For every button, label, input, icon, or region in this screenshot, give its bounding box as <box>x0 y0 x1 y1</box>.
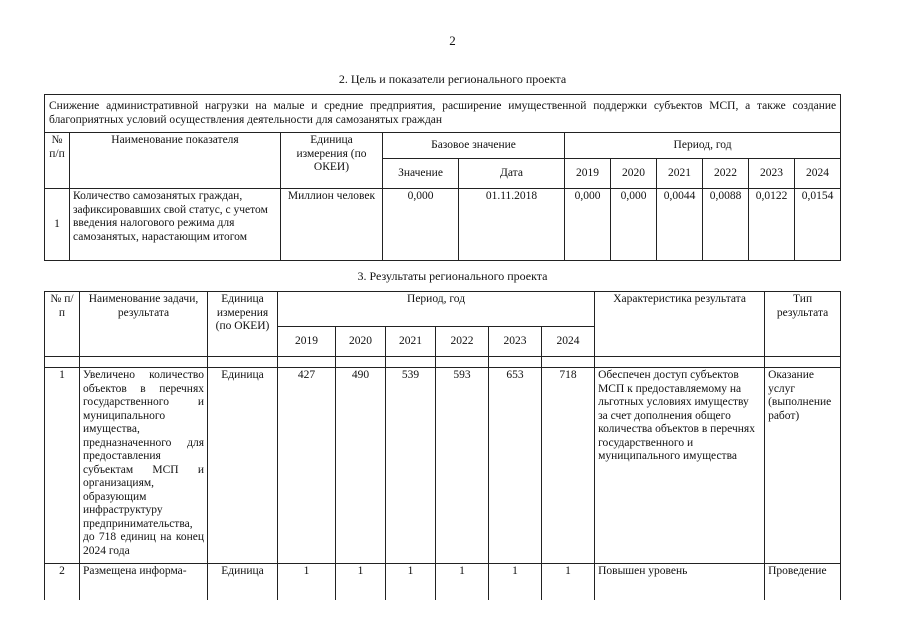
header-period: Период, год <box>278 292 595 327</box>
results-table <box>44 291 841 600</box>
header-characteristic: Характеристика результата <box>595 292 765 357</box>
header-year: 2024 <box>542 327 595 357</box>
header-indicator-name: Наименование показателя <box>70 133 281 189</box>
header-year: 2023 <box>489 327 542 357</box>
year-value: 718 <box>542 368 595 564</box>
result-type: Оказание услуг (выполнение работ) <box>765 368 841 564</box>
year-value: 0,0122 <box>749 189 795 261</box>
year-value: 0,000 <box>565 189 611 261</box>
indicator-unit: Миллион человек <box>281 189 383 261</box>
year-value: 1 <box>386 564 436 600</box>
page-number: 2 <box>449 33 456 48</box>
header-year: 2021 <box>386 327 436 357</box>
table-row <box>45 189 841 261</box>
project-goal: Снижение административной нагрузки на малые и средние предприятия, расширение имущественной поддержки субъектов МСП, а также создание благоприятных условий осуществления деятельности для самозанятых граждан <box>45 95 841 133</box>
base-value: 0,000 <box>383 189 459 261</box>
year-value: 0,0088 <box>703 189 749 261</box>
header-year: 2024 <box>795 159 841 189</box>
year-value: 593 <box>436 368 489 564</box>
year-value: 490 <box>336 368 386 564</box>
header-year: 2019 <box>278 327 336 357</box>
result-name: Увеличено количество объектов в перечнях государственного и муниципального имущества, предназначенного для предоставления субъектам МСП и организациям, образующим инфраструктуру предпринимательства, до 718 единиц на конец 2024 года <box>80 368 208 564</box>
result-unit: Единица <box>208 564 278 600</box>
header-year: 2022 <box>703 159 749 189</box>
table-row <box>45 368 841 564</box>
header-base-value: Значение <box>383 159 459 189</box>
year-value: 427 <box>278 368 336 564</box>
header-num: № п/п <box>45 133 70 189</box>
header-year: 2019 <box>565 159 611 189</box>
year-value: 0,0154 <box>795 189 841 261</box>
header-num: № п/п <box>45 292 80 357</box>
header-base: Базовое значение <box>383 133 565 159</box>
header-result-type: Тип результата <box>765 292 841 357</box>
year-value: 1 <box>278 564 336 600</box>
year-value: 1 <box>336 564 386 600</box>
header-unit: Единица измерения (по ОКЕИ) <box>281 133 383 189</box>
header-result-name: Наименование задачи, результата <box>80 292 208 357</box>
year-value: 1 <box>436 564 489 600</box>
header-year: 2021 <box>657 159 703 189</box>
row-num: 1 <box>45 368 80 564</box>
year-value: 1 <box>542 564 595 600</box>
result-unit: Единица <box>208 368 278 564</box>
result-characteristic: Повышен уровень <box>595 564 765 600</box>
indicator-name: Количество самозанятых граждан, зафиксировавших свой статус, с учетом введения налогового режима для самозанятых, нарастающим итогом <box>70 189 281 261</box>
result-characteristic: Обеспечен доступ субъектов МСП к предоставляемому на льготных условиях имуществу за счет дополнения общего количества объектов в перечнях государственного и муниципального имущества <box>595 368 765 564</box>
year-value: 653 <box>489 368 542 564</box>
year-value: 0,000 <box>611 189 657 261</box>
header-year: 2023 <box>749 159 795 189</box>
header-year: 2022 <box>436 327 489 357</box>
header-period: Период, год <box>565 133 841 159</box>
header-unit: Единица измерения (по ОКЕИ) <box>208 292 278 357</box>
row-num: 1 <box>45 189 70 261</box>
section-2-title: 2. Цель и показатели регионального проекта <box>338 72 567 86</box>
year-value: 1 <box>489 564 542 600</box>
section-3-title: 3. Результаты регионального проекта <box>357 269 548 283</box>
year-value: 539 <box>386 368 436 564</box>
year-value: 0,0044 <box>657 189 703 261</box>
base-date: 01.11.2018 <box>459 189 565 261</box>
result-type: Проведение <box>765 564 841 600</box>
indicators-table <box>44 94 841 261</box>
row-num: 2 <box>45 564 80 600</box>
header-base-date: Дата <box>459 159 565 189</box>
header-year: 2020 <box>336 327 386 357</box>
table-row <box>45 564 841 600</box>
header-year: 2020 <box>611 159 657 189</box>
result-name: Размещена информа- <box>80 564 208 600</box>
